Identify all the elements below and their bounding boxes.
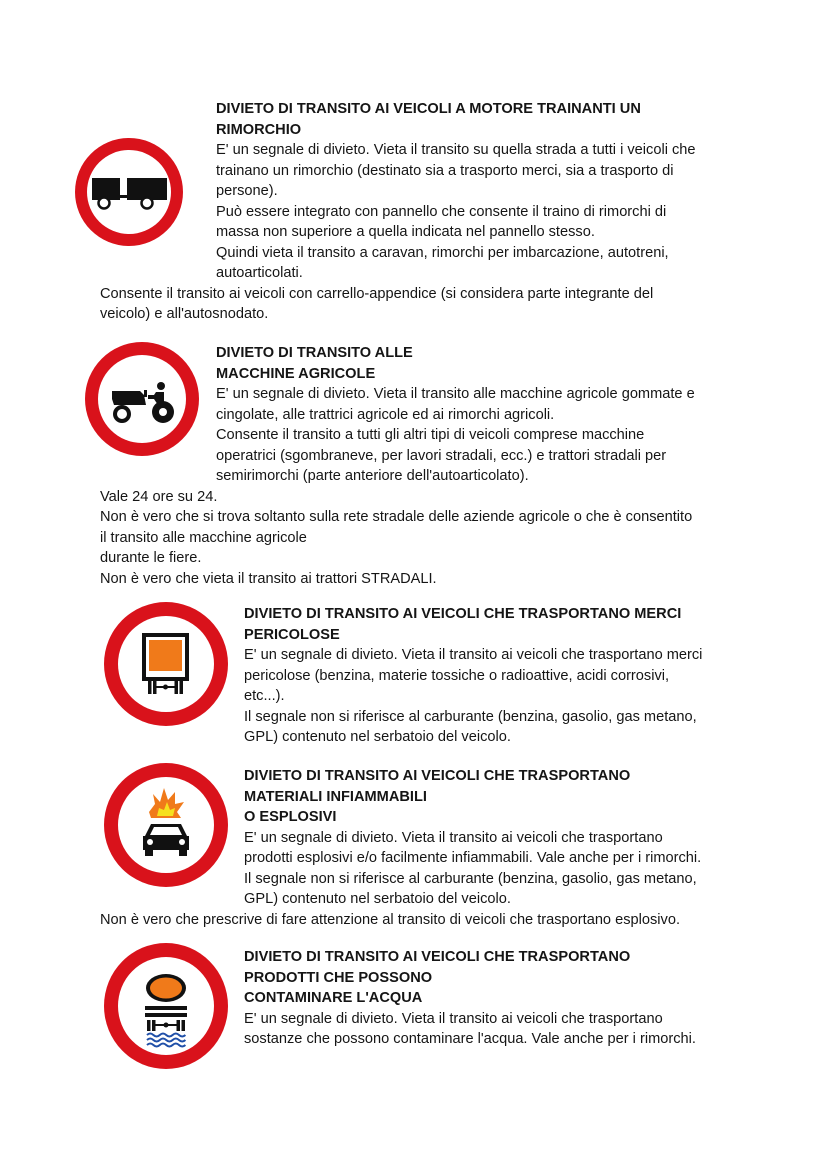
section-2-body: operatrici (sgombraneve, per lavori stradali, ecc.) e trattori stradali per	[216, 447, 667, 464]
section-4-body: GPL) contenuto nel serbatoio del veicolo.	[244, 891, 511, 907]
section-1-body: E' un segnale di divieto. Vieta il transito su quella strada a tutti i veicoli che	[216, 142, 696, 158]
section-2-note: Vale 24 ore su 24.	[100, 488, 218, 505]
no-dangerous-goods-sign	[103, 601, 229, 727]
section-2-title: DIVIETO DI TRANSITO ALLE	[216, 345, 413, 361]
section-5-body: sostanze che possono contaminare l'acqua. Vale anche per i rimorchi.	[244, 1031, 696, 1047]
section-1-body: autoarticolati.	[216, 265, 303, 281]
section-2-body: E' un segnale di divieto. Vieta il transito alle macchine agricole gommate e	[216, 386, 695, 402]
section-3-title: PERICOLOSE	[244, 626, 340, 643]
section-4-note: Non è vero che prescrive di fare attenzione al transito di veicoli che trasportano esplosivo.	[100, 911, 681, 928]
no-trailer-towing-sign	[74, 137, 184, 247]
section-3-body: E' un segnale di divieto. Vieta il transito ai veicoli che trasportano merci	[244, 647, 703, 663]
section-4-title: MATERIALI INFIAMMABILI	[244, 788, 427, 805]
section-5-body: E' un segnale di divieto. Vieta il transito ai veicoli che trasportano	[244, 1010, 663, 1027]
section-3-body: Il segnale non si riferisce al carburante (benzina, gasolio, gas metano,	[244, 708, 697, 725]
no-agricultural-machines-sign-icon	[84, 341, 200, 457]
section-2-body: cingolate, alle trattrici agricole ed ai rimorchi agricoli.	[216, 406, 555, 423]
no-water-pollutants-sign	[103, 942, 229, 1070]
no-water-pollutants-sign-icon	[103, 942, 229, 1070]
section-1-note: Consente il transito ai veicoli con carrello-appendice (si considera parte integrante del	[100, 285, 654, 302]
section-3-body: etc...).	[244, 688, 285, 704]
section-4-title: O ESPLOSIVI	[244, 809, 337, 825]
section-5-title: DIVIETO DI TRANSITO AI VEICOLI CHE TRASPORTANO	[244, 949, 631, 965]
section-2-body: semirimorchi (parte anteriore dell'autoarticolato).	[216, 468, 529, 484]
section-5-title: PRODOTTI CHE POSSONO	[244, 969, 433, 986]
section-2-title: MACCHINE AGRICOLE	[216, 365, 376, 382]
section-1-body: Può essere integrato con pannello che consente il traino di rimorchi di	[216, 203, 667, 220]
no-agricultural-machines-sign	[84, 341, 200, 457]
no-explosives-sign-icon	[103, 762, 229, 888]
section-1-body: Quindi vieta il transito a caravan, rimorchi per imbarcazione, autotreni,	[216, 244, 669, 261]
section-5-title: CONTAMINARE L'ACQUA	[244, 990, 423, 1006]
section-4-body: prodotti esplosivi e/o facilmente infiammabili. Vale anche per i rimorchi.	[244, 850, 702, 866]
section-1-body: trainano un rimorchio (destinato sia a trasporto merci, sia a trasporto di	[216, 162, 674, 179]
section-1-title: RIMORCHIO	[216, 121, 302, 138]
no-trailer-towing-sign-icon	[74, 137, 184, 247]
section-4-body: Il segnale non si riferisce al carburante (benzina, gasolio, gas metano,	[244, 870, 697, 887]
section-3-body: GPL) contenuto nel serbatoio del veicolo.	[244, 729, 511, 745]
section-4-body: E' un segnale di divieto. Vieta il transito ai veicoli che trasportano	[244, 829, 663, 846]
section-1-body: massa non superiore a quella indicata nel pannello stesso.	[216, 224, 595, 240]
section-2-note: durante le fiere.	[100, 550, 202, 566]
section-4-title: DIVIETO DI TRANSITO AI VEICOLI CHE TRASPORTANO	[244, 768, 631, 784]
no-explosives-sign	[103, 762, 229, 888]
section-1-title: DIVIETO DI TRANSITO AI VEICOLI A MOTORE TRAINANTI UN	[216, 101, 641, 117]
section-3-body: pericolose (benzina, materie tossiche o radioattive, acidi corrosivi,	[244, 667, 670, 684]
section-2-note: il transito alle macchine agricole	[100, 529, 307, 546]
section-2-body: Consente il transito a tutti gli altri tipi di veicoli comprese macchine	[216, 427, 645, 443]
section-2-note: Non è vero che vieta il transito ai trattori STRADALI.	[100, 570, 437, 587]
section-1-body: persone).	[216, 183, 278, 199]
section-2-note: Non è vero che si trova soltanto sulla rete stradale delle aziende agricole o che è consentito	[100, 509, 693, 525]
section-3-title: DIVIETO DI TRANSITO AI VEICOLI CHE TRASPORTANO MERCI	[244, 606, 682, 622]
section-1-note: veicolo) e all'autosnodato.	[100, 306, 269, 322]
no-dangerous-goods-sign-icon	[103, 601, 229, 727]
